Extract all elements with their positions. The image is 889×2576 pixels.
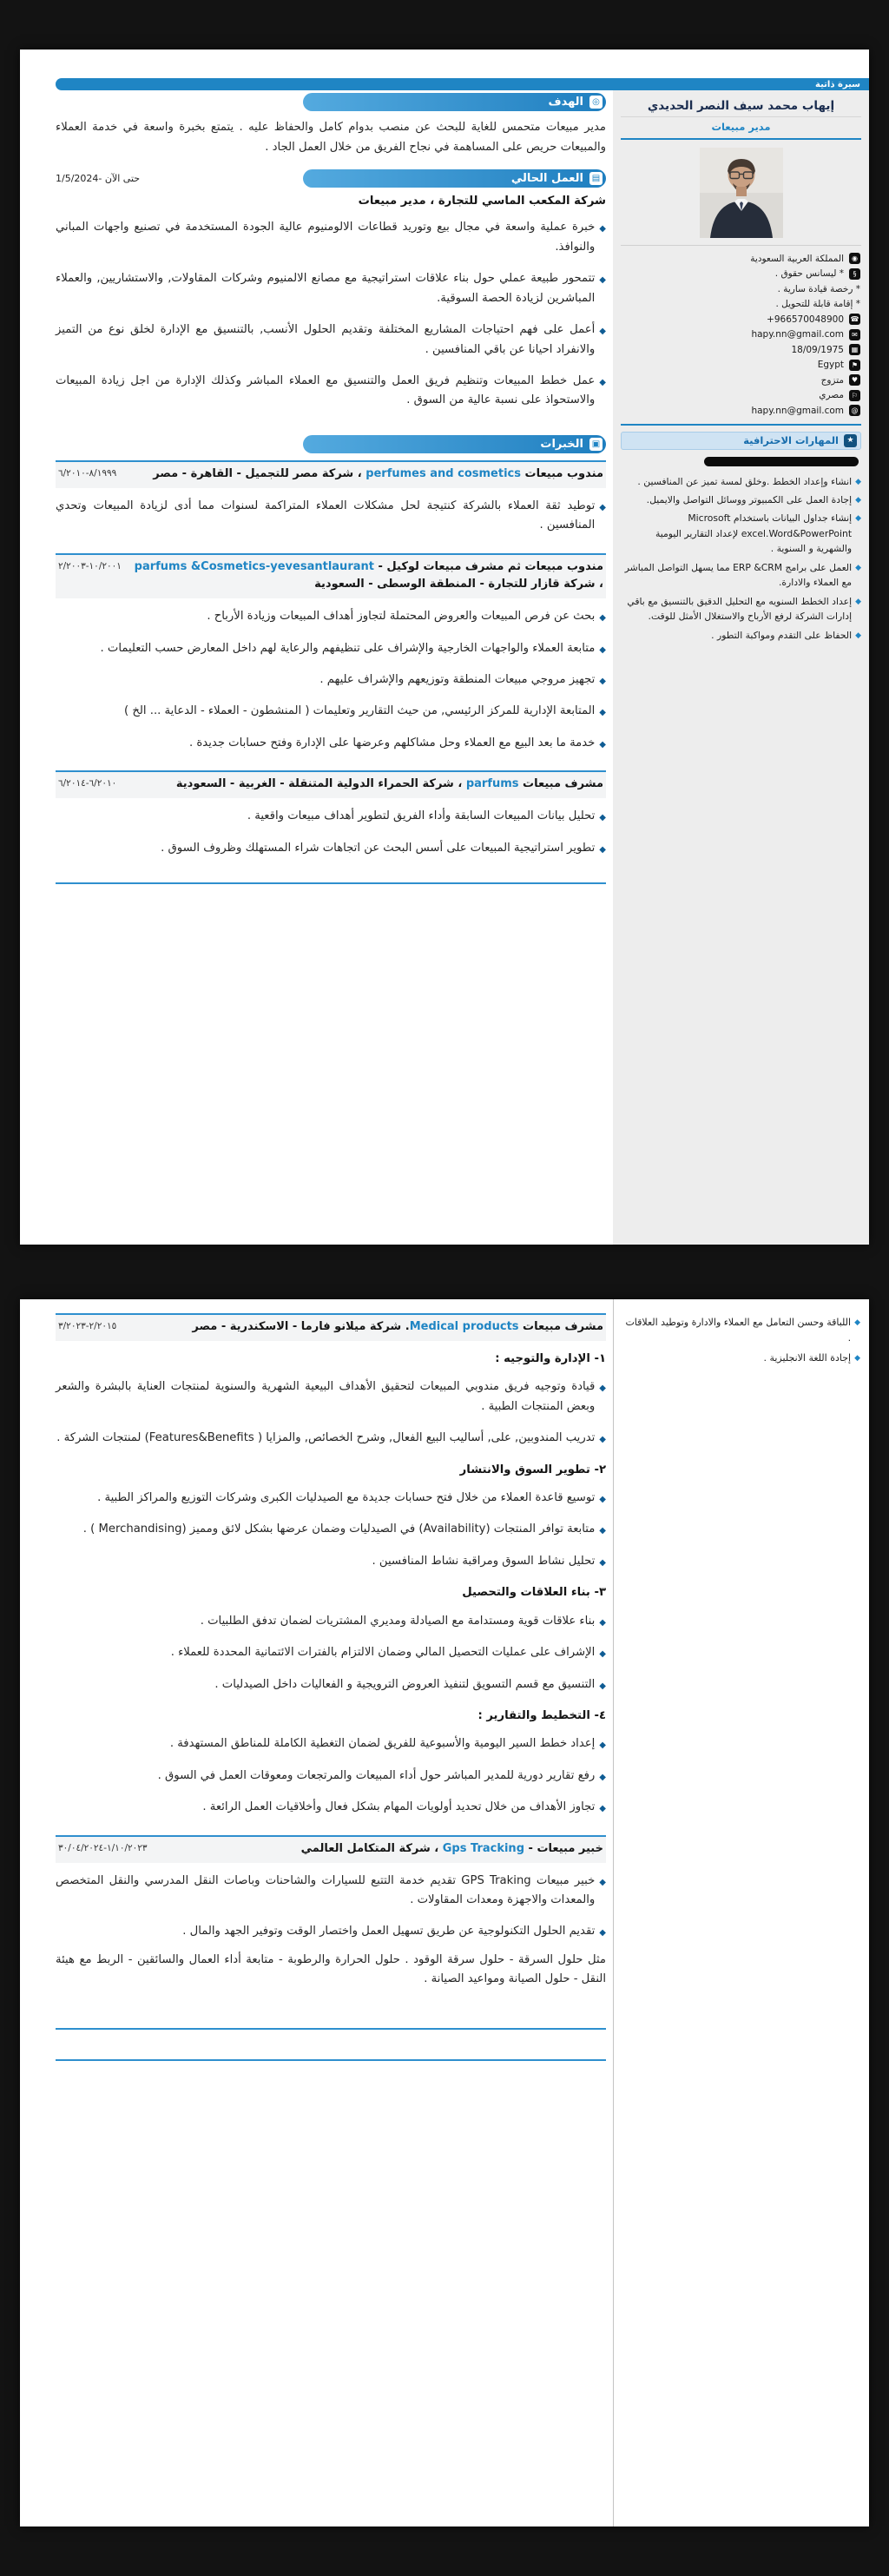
contact-item: [622, 342, 860, 358]
contact-item: [622, 251, 860, 267]
experience-bullet: ◆ الإشراف على عمليات التحصيل المالي وضمان الالتزام بالفترات الائتمانية المحددة للعملاء .: [56, 1643, 606, 1662]
current-job-dates: 1/5/2024- حتى الآن: [56, 173, 141, 185]
experience-bullet: ◆ رفع تقارير دورية للمدير المباشر حول أداء المبيعات والمرتجعات ومعوقات العمل في السوق .: [56, 1767, 606, 1786]
experience-title: [127, 558, 603, 595]
experience-bullets: [56, 605, 606, 769]
diamond-bullet-icon: ◆: [599, 224, 606, 234]
contact-text: +966570048900: [767, 314, 844, 325]
diamond-bullet-icon: ◆: [854, 1318, 860, 1327]
skill-item: ◆ إجادة العمل على الكمبيوتر ووسائل التواصل والايميل.: [621, 492, 861, 507]
diamond-bullet-icon: ◆: [599, 1804, 606, 1814]
objective-text: مدير مبيعات متحمس للغاية للبحث عن منصب بدوام كامل والحفاظ عليه . يتمتع بخبرة واسعة في خدمة العملاء والمبيعات حريص على المساهمة في نجاح الفريق من خلال العمل الجاد .: [56, 121, 606, 154]
cv-page-1: [20, 50, 869, 1245]
diamond-bullet-icon: ◆: [599, 644, 606, 655]
contact-item[interactable]: [622, 312, 860, 327]
diamond-bullet-icon: ◆: [599, 1877, 606, 1887]
skill-item: ◆ اللباقة وحسن التعامل مع العملاء والادارة وتوطيد العلاقات .: [621, 1315, 860, 1346]
diamond-bullet-icon: ◆: [855, 477, 861, 486]
experience-company: . شركة ميلانو فارما - الاسكندرية - مصر: [192, 1320, 410, 1333]
experience-entry: [56, 770, 606, 874]
experience-entries-page-1: [56, 460, 606, 874]
experience-entry: [56, 460, 606, 552]
skill-item: ◆ إنشاء جداول البيانات باستخدام Microsoft excel.Word&PowerPoint لإعداد التقارير اليومية والشهرية و السنوية .: [621, 511, 861, 556]
diamond-bullet-icon: ◆: [599, 1740, 606, 1751]
contact-text: hapy.nn@gmail.com: [751, 405, 844, 416]
experience-role: مندوب مبيعات ثم مشرف مبيعات لوكيل -: [373, 559, 603, 573]
contact-text: مصري: [819, 390, 844, 401]
contact-text: * رخصة قيادة سارية .: [777, 283, 860, 294]
contact-item: [622, 388, 860, 404]
diamond-bullet-icon: ◆: [599, 502, 606, 512]
current-job-company: شركة المكعب الماسي للتجارة ، مدير مبيعات: [358, 195, 606, 208]
contact-item: [622, 358, 860, 373]
contact-item: [622, 373, 860, 388]
experience-bullet: ◆ تقديم الحلول التكنولوجية عن طريق تسهيل العمل واختصار الوقت وتوفير الجهد والمال .: [56, 1922, 606, 1941]
diamond-bullet-icon: ◆: [599, 1681, 606, 1691]
diamond-bullet-icon: ◆: [599, 613, 606, 624]
skill-item: ◆ إعداد الخطط السنويه مع التحليل الدقيق بالتنسيق مع باقي إدارات الشركة لرفع الأرباح والاستغلال الأمثل للوقت.: [621, 594, 861, 624]
experience-bullet: ◆ التنسيق مع قسم التسويق لتنفيذ العروض الترويجية و الفعاليات داخل الصيدليات .: [56, 1675, 606, 1694]
diamond-bullet-icon: ◆: [599, 813, 606, 823]
experience-bullet: مثل حلول السرقة - حلول سرقة الوقود . حلول الحرارة والرطوبة - متابعة أداء العمال والسائقين - الربط مع هيئة النقل - حلول الصيانة ومواعيد الصيانة .: [56, 1952, 606, 1986]
experience-bullet: ◆ متابعة توافر المنتجات (Availability) في الصيدليات وضمان عرضها بشكل لائق ومميز (Merchandising ) .: [56, 1520, 606, 1539]
experience-bullet: ٣- بناء العلاقات والتحصيل: [462, 1586, 606, 1600]
experience-bullet: ◆ توطيد ثقة العملاء بالشركة كنتيجة لحل مشكلات العملاء المتراكمة لسنوات مما أدى لزيادة المبيعات وتحدي المنافسين .: [56, 497, 606, 536]
experience-bullet: ◆ بحث عن فرص المبيعات والعروض المحتملة لتجاوز أهداف المبيعات وزيادة الأرباح .: [56, 607, 606, 626]
diamond-bullet-icon: ◆: [855, 631, 861, 640]
diamond-bullet-icon: ◆: [599, 1557, 606, 1568]
objective-section-title: الهدف: [548, 96, 583, 109]
contact-item[interactable]: [622, 327, 860, 343]
experience-bullet: ◆ توسيع قاعدة العملاء من خلال فتح حسابات جديدة مع الصيدليات الكبرى وشركات التوزيع والمراكز الطبية .: [56, 1489, 606, 1508]
experience-title: [153, 1840, 603, 1859]
diamond-bullet-icon: ◆: [599, 1649, 606, 1660]
target-icon: ◎: [589, 96, 603, 109]
contact-list: [621, 246, 861, 426]
current-job-bullet: ◆ تتمحور طبيعة عملي حول بناء علاقات استراتيجية مع مصانع الالمنيوم وشركات المقاولات, والاستشاريين, والعملاء المباشرين لزيادة الحصة السوقية.: [56, 269, 606, 308]
experience-bullet: ◆ تدريب المندوبين, على, أساليب البيع الفعال, وشرح الخصائص, والمزايا ( Features&Benefits) لمنتجات الشركة .: [56, 1429, 606, 1448]
experience-bullet: ١- الإدارة والتوجيه :: [495, 1351, 606, 1365]
experience-entry-header: [56, 460, 606, 488]
diamond-bullet-icon: ◆: [599, 1435, 606, 1445]
profile-photo: [621, 140, 861, 246]
diamond-bullet-icon: ◆: [599, 739, 606, 750]
company-latin-name: parfums &Cosmetics-yevesantlaurant: [134, 559, 374, 573]
company-latin-name: perfumes and cosmetics: [365, 466, 521, 480]
contact-text: 18/09/1975: [791, 344, 844, 355]
sidebar: [613, 90, 869, 1245]
current-job-section-title: العمل الحالي: [510, 172, 583, 186]
diamond-bullet-icon: ◆: [599, 708, 606, 718]
current-job-bullet: ◆ عمل خطط المبيعات وتنظيم فريق العمل والتنسيق مع العملاء المباشر وكذلك الإدارة من اجل زيادة المبيعات والاستحواذ على نسبة عالية من السوق .: [56, 372, 606, 411]
experience-dates: ٦/٢٠١٠-٦/٢٠١٤: [58, 778, 117, 789]
skill-item: ◆ العمل على برامج ERP &CRM مما يسهل التواصل المباشر مع العملاء والادارة.: [621, 560, 861, 591]
calendar-icon: ▦: [849, 344, 860, 355]
experience-company: ، شركة مصر للتجميل - القاهرة - مصر: [153, 466, 366, 480]
contact-item: [622, 297, 860, 313]
experience-entry: [56, 553, 606, 769]
skill-item: ◆ الحفاظ على التقدم ومواكبة التطور .: [621, 628, 861, 643]
current-job-bullet: ◆ أعمل على فهم احتياجات المشاريع المختلفة وتقديم الحلول الأنسب, بالتنسيق مع الإدارة لخلق نوع من التميز والانفراد احيانا عن باقي المنافسين .: [56, 320, 606, 360]
briefcase-icon: ▣: [589, 438, 603, 451]
divider-rule: [56, 2028, 606, 2030]
experience-entry-header: [56, 1835, 606, 1863]
divider-rule: [56, 882, 606, 884]
diamond-bullet-icon: ◆: [599, 1617, 606, 1628]
contact-text: * ليسانس حقوق .: [774, 268, 844, 280]
experience-bullet: ◆ تجاوز الأهداف من خلال تحديد أولويات المهام بشكل فعال وأخلاقيات العمل الرائعة .: [56, 1798, 606, 1817]
company-latin-name: parfums: [465, 777, 519, 791]
experience-title: [122, 466, 603, 484]
contact-item: [622, 267, 860, 282]
contact-text: Egypt: [817, 360, 844, 371]
experience-bullet: ◆ قيادة وتوجيه فريق مندوبي المبيعات لتحقيق الأهداف البيعية الشهرية والسنوية لمنتجات العناية بالبشرة والشعر وبعض المنتجات الطبية .: [56, 1377, 606, 1417]
skills-section-title: المهارات الاحترافية: [743, 434, 839, 446]
section-header-current-job: [303, 169, 606, 188]
experience-bullets: [56, 805, 606, 874]
experience-company: ، شركة قازار للتجارة - المنطقة الوسطى - السعودية: [314, 578, 603, 591]
company-latin-name: Gps Tracking: [442, 1841, 524, 1855]
experience-role: خبير مبيعات -: [524, 1841, 603, 1855]
main-content-page-1: [20, 90, 613, 1245]
diamond-bullet-icon: ◆: [599, 1526, 606, 1536]
diamond-bullet-icon: ◆: [855, 597, 861, 606]
candidate-job-title: مدير مبيعات: [621, 117, 861, 140]
experience-section-title: الخبرات: [540, 437, 583, 451]
diamond-bullet-icon: ◆: [855, 495, 861, 505]
experience-title: [122, 776, 603, 794]
certificate-icon: ★: [844, 434, 857, 447]
cv-label-bar: [56, 78, 869, 90]
cv-page-2: [20, 1299, 869, 2526]
experience-bullet: ◆ تحليل نشاط السوق ومراقبة نشاط المنافسين .: [56, 1552, 606, 1571]
nationality-icon: ⚐: [849, 390, 860, 401]
current-job-bullet: ◆ خبرة عملية واسعة في مجال بيع وتوريد قطاعات الالومنيوم عالية الجودة المستخدمة في تصنيع واجهات المباني والنوافذ.: [56, 218, 606, 257]
profile-photo-image: [700, 148, 783, 238]
contact-item[interactable]: [622, 403, 860, 419]
experience-dates: ١٠/٢٠٠١-٢/٢٠٠٣: [58, 560, 122, 571]
diamond-bullet-icon: ◆: [599, 1928, 606, 1939]
section-header-experience: [303, 435, 606, 453]
experience-dates: ٨/١٩٩٩-٦/٢٠١٠: [58, 467, 117, 479]
experience-bullet: ◆ خبير مبيعات GPS Traking تقديم خدمة التتبع للسيارات والشاحنات وباصات النقل المدرسي والنقل المتخصص والمعدات والاجهزة ومعدات المقاولات .: [56, 1872, 606, 1911]
current-job-bullets: [56, 216, 606, 426]
diamond-bullet-icon: ◆: [599, 844, 606, 855]
experience-dates: ٢/٢٠١٥-٣/٢٠٢٣: [58, 1321, 117, 1331]
diamond-bullet-icon: ◆: [599, 275, 606, 286]
main-content-page-2: [20, 1299, 613, 2526]
email-alt-icon: @: [849, 405, 860, 416]
experience-company: ، شركة الحمراء الدولية المتنقلة - الغربية - السعودية: [175, 777, 466, 791]
experience-role: مشرف مبيعات: [518, 1320, 603, 1333]
experience-bullet: ◆ تطوير استراتيجية المبيعات على أسس البحث عن اتجاهات شراء المستهلك وظروف السوق .: [56, 839, 606, 858]
country-icon: ⚑: [849, 360, 860, 371]
contact-text: متزوج: [820, 374, 844, 386]
experience-entry: [56, 1835, 606, 2005]
diamond-bullet-icon: ◆: [599, 1494, 606, 1504]
experience-bullet: ◆ المتابعة الإدارية للمركز الرئيسي, من حيث التقارير وتعليمات ( المنشطون - العملاء - الدعاية ... الخ ): [56, 702, 606, 721]
candidate-name: إيهاب محمد سيف النصر الحديدي: [621, 94, 861, 117]
contact-text: * إقامة قابلة للتحويل .: [775, 299, 860, 310]
phone-icon: ☎: [850, 315, 859, 324]
experience-bullet: ◆ متابعة العملاء والواجهات الخارجية والإشراف على تنظيفهم والرعاية لهم داخل المعارض حسب التعليمات .: [56, 639, 606, 658]
marital-status-icon: ♥: [849, 374, 860, 386]
diamond-bullet-icon: ◆: [599, 677, 606, 687]
experience-bullet: ◆ إعداد خطط السير اليومية والأسبوعية للفريق لضمان التغطية الكاملة للمناطق المستهدفة .: [56, 1734, 606, 1754]
experience-entry-header: [56, 1313, 606, 1341]
experience-bullet: ٤- التخطيط والتقارير :: [477, 1709, 606, 1723]
divider-rule: [56, 2059, 606, 2061]
diamond-bullet-icon: ◆: [599, 378, 606, 388]
diamond-bullet-icon: ◆: [855, 563, 861, 572]
experience-role: مندوب مبيعات: [520, 466, 603, 480]
experience-bullet: ◆ خدمة ما بعد البيع مع العملاء وحل مشاكلهم وعرضها على الإدارة وفتح حسابات جديدة .: [56, 734, 606, 753]
section-header-objective: [303, 93, 606, 111]
cv-label: سيرة ذاتية: [815, 79, 860, 89]
contact-text: hapy.nn@gmail.com: [751, 329, 844, 340]
experience-bullet: ◆ بناء علاقات قوية ومستدامة مع الصيادلة ومديري المشتريات لضمان تدفق الطلبيات .: [56, 1612, 606, 1631]
experience-entry-header: [56, 770, 606, 798]
skills-list: [621, 474, 861, 644]
skill-item: ◆ إجادة اللغة الانجليزية .: [621, 1351, 860, 1366]
experience-role: مشرف مبيعات: [518, 777, 603, 791]
redacted-skill-bar: [704, 457, 859, 466]
location-icon: ◉: [849, 253, 860, 264]
skills-section-header: [621, 432, 861, 450]
company-latin-name: Medical products: [409, 1320, 519, 1333]
experience-title: [122, 1318, 603, 1337]
experience-bullets: [56, 495, 606, 552]
experience-dates: ١/١٠/٢٠٢٣-٣٠/٠٤/٢٠٢٤: [58, 1842, 148, 1853]
education-icon: §: [849, 268, 860, 280]
contact-text: المملكة العربية السعودية: [750, 253, 844, 264]
diamond-bullet-icon: ◆: [599, 1384, 606, 1394]
experience-bullet: ◆ تحليل بيانات المبيعات السابقة وأداء الفريق لتطوير أهداف مبيعات واقعية .: [56, 807, 606, 826]
experience-bullet: ٢- تطوير السوق والانتشار: [459, 1463, 606, 1476]
clipboard-icon: ▤: [589, 172, 603, 185]
diamond-bullet-icon: ◆: [854, 1353, 860, 1363]
contact-item: [622, 281, 860, 297]
experience-bullets: [56, 1348, 606, 1833]
skill-item: ◆ انشاء وإعداد الخطط .وخلق لمسة تميز عن المنافسين .: [621, 474, 861, 489]
diamond-bullet-icon: ◆: [599, 1772, 606, 1782]
experience-bullets: [56, 1870, 606, 2005]
diamond-bullet-icon: ◆: [855, 514, 861, 524]
experience-bullet: ◆ تجهيز مروجي مبيعات المنطقة وتوزيعهم والإشراف عليهم .: [56, 670, 606, 690]
experience-company: ، شركة المتكامل العالمي: [300, 1841, 443, 1855]
experience-entries-page-2: [56, 1313, 606, 2005]
diamond-bullet-icon: ◆: [599, 327, 606, 337]
sidebar-extra-skills: [613, 1299, 869, 2526]
email-icon: ✉: [849, 329, 860, 340]
experience-entry: [56, 1313, 606, 1833]
experience-entry-header: [56, 553, 606, 599]
